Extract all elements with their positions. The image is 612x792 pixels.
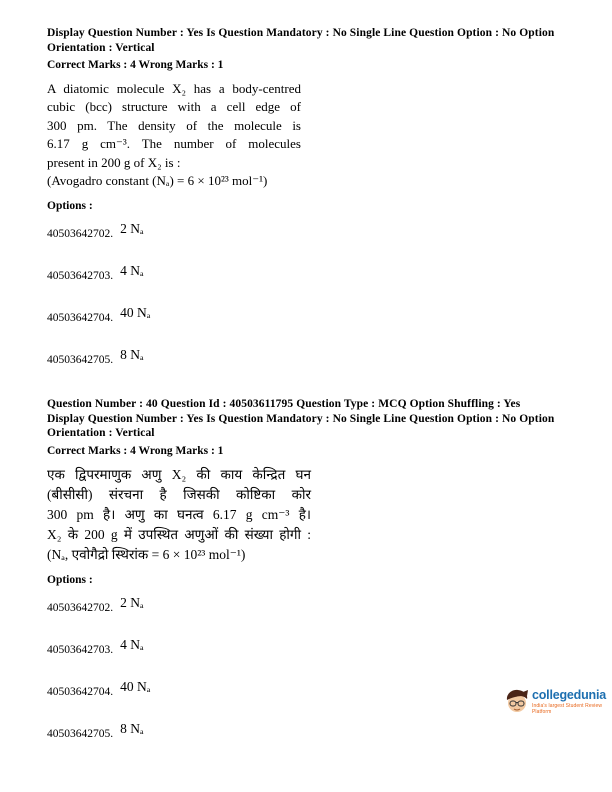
question-text-hindi	[47, 465, 311, 565]
question-meta-line: Orientation : Vertical	[47, 41, 155, 54]
question-text-line: 300 pm है। अणु का घनत्व 6.17 g cm⁻³ है।	[47, 507, 311, 522]
question-39-block	[47, 26, 574, 395]
option-id: 40503642704.	[47, 312, 114, 325]
question-text-line: present in 200 g of X₂ is :	[47, 154, 181, 170]
options-list	[47, 595, 574, 769]
question-text-line: (बीसीसी) संरचना है जिसकी कोष्टिका कोर	[47, 487, 311, 502]
option-value: 2 Nₐ	[120, 221, 144, 237]
options-label: Options :	[47, 200, 93, 213]
question-meta-line: Display Question Number : Yes Is Question Mandatory : No Single Line Question Option : No Option	[47, 27, 555, 39]
question-text-line: A diatomic molecule X₂ has a body-centred	[47, 80, 301, 96]
option-value: 8 Nₐ	[120, 721, 144, 736]
option-value: 2 Nₐ	[120, 595, 144, 610]
option-id: 40503642703.	[47, 644, 114, 656]
option-id: 40503642702.	[47, 228, 114, 241]
marks-line: Correct Marks : 4 Wrong Marks : 1	[47, 59, 224, 71]
option-id: 40503642704.	[47, 686, 114, 698]
question-40-block	[47, 397, 574, 769]
option-value: 40 Nₐ	[120, 679, 151, 694]
option-row	[47, 721, 574, 769]
option-id: 40503642702.	[47, 602, 114, 614]
question-text-line: X₂ के 200 g में उपस्थित अणुओं की संख्या होगी :	[47, 527, 311, 542]
question-text-line: cubic (bcc) structure with a cell edge of	[47, 99, 301, 115]
question-text-line: (Avogadro constant (Nₐ) = 6 × 10²³ mol⁻¹)	[47, 173, 268, 189]
logo-text	[532, 688, 609, 715]
option-row	[47, 347, 574, 395]
logo-wordmark: collegedunia	[532, 687, 607, 702]
question-meta-line: Orientation : Vertical	[47, 427, 155, 439]
question-text-line: 6.17 g cm⁻³. The number of molecules	[47, 136, 301, 152]
question-meta-line: Question Number : 40 Question Id : 40503611795 Question Type : MCQ Option Shuffling : Yes	[47, 398, 521, 410]
question-text-line: 300 pm. The density of the molecule is	[47, 117, 301, 133]
option-value: 8 Nₐ	[120, 347, 144, 363]
option-value: 40 Nₐ	[120, 305, 151, 321]
options-label: Options :	[47, 574, 93, 586]
option-value: 4 Nₐ	[120, 637, 144, 652]
options-list	[47, 221, 574, 395]
option-id: 40503642705.	[47, 354, 114, 367]
question-meta-line: Display Question Number : Yes Is Question Mandatory : No Single Line Question Option : No Option	[47, 412, 555, 425]
option-id: 40503642705.	[47, 728, 114, 740]
question-text-line: (Nₐ, एवोगैद्रो स्थिरांक = 6 × 10²³ mol⁻¹)	[47, 547, 246, 562]
marks-line: Correct Marks : 4 Wrong Marks : 1	[47, 444, 224, 457]
logo-tagline: India's largest Student Review Platform	[532, 702, 603, 715]
collegedunia-mascot-icon	[505, 688, 529, 714]
question-text-english	[47, 80, 301, 192]
collegedunia-logo	[505, 684, 609, 718]
option-id: 40503642703.	[47, 270, 114, 283]
question-text-line: एक द्विपरमाणुक अणु X₂ की काय केन्द्रित घन	[47, 467, 311, 482]
option-value: 4 Nₐ	[120, 263, 144, 279]
